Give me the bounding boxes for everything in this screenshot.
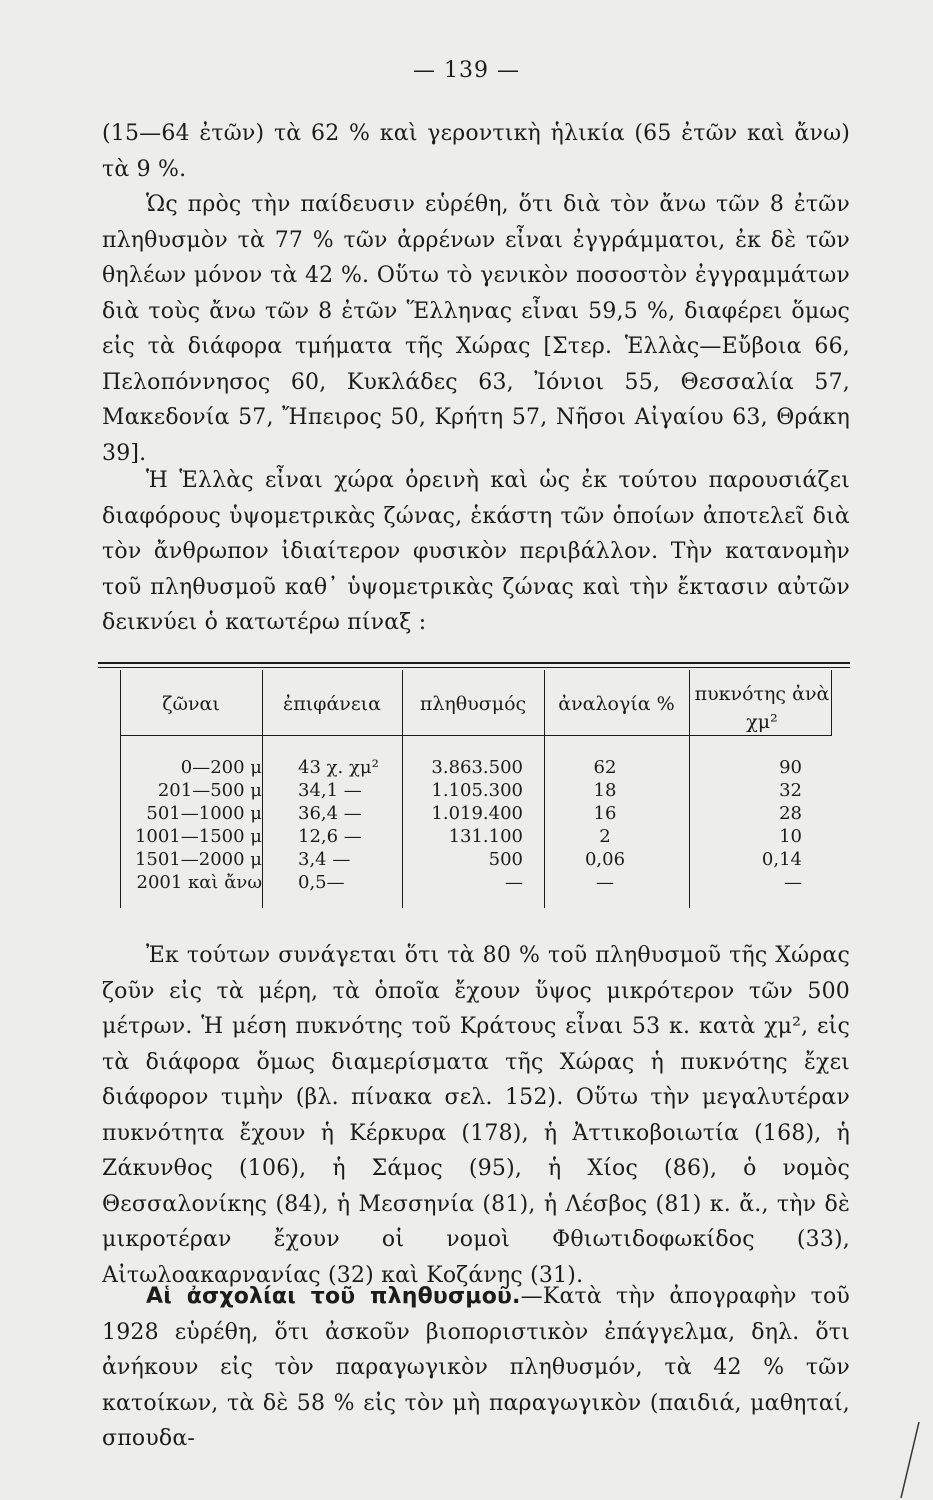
cell-zone: 201—500 μ <box>157 780 262 801</box>
paragraph-1: (15—64 ἐτῶν) τὰ 62 % καὶ γεροντικὴ ἡλικία (65 ἐτῶν καὶ ἄνω) τὰ 9 %. <box>102 121 850 182</box>
cell-population: 1.105.300 <box>431 780 523 801</box>
page-number: — 139 — <box>413 58 520 83</box>
cell-zone: 0—200 μ <box>180 757 262 778</box>
header-area: ἐπιφάνεια <box>283 693 381 715</box>
cell-area: 3,4 — <box>298 849 351 870</box>
cell-area: 36,4 — <box>298 803 362 824</box>
paragraph-5 <box>102 1279 850 1457</box>
cell-area: 43 χ. χμ² <box>298 757 379 778</box>
cell-ratio: 62 <box>593 757 617 778</box>
cell-density: 90 <box>779 757 802 778</box>
table-top-rule-thin <box>98 667 850 668</box>
cell-ratio: 2 <box>599 826 611 847</box>
cell-density: 10 <box>779 826 802 847</box>
cell-area: 0,5— <box>298 872 345 893</box>
cell-population: — <box>505 872 523 893</box>
header-density: πυκνότης ἀνὰ χμ² <box>694 683 830 733</box>
cell-ratio: 0,06 <box>584 849 626 870</box>
cell-ratio: 18 <box>593 780 617 801</box>
cell-density: 32 <box>779 780 802 801</box>
cell-zone: 2001 καὶ ἄνω <box>136 872 262 893</box>
cell-zone: 1001—1500 μ <box>134 826 262 847</box>
paragraph-5-text: —Κατὰ τὴν ἀπογραφὴν τοῦ 1928 εὑρέθη, ὅτι ἀσκοῦν βιοποριστικὸν ἐπάγγελμα, δηλ. ὅτι ἀνήκουν εἰς τὸν παραγωγικὸν πληθυσμόν, τὰ 42 % τῶν κατοίκων, τὰ δὲ 58 % εἰς τὸν μὴ παραγωγικὸν (παιδιά, μαθηταί, σπουδα- <box>102 1284 850 1451</box>
cell-population: 500 <box>488 849 523 870</box>
cell-area: 34,1 — <box>298 780 362 801</box>
cell-density: 28 <box>779 803 802 824</box>
cell-zone: 501—1000 μ <box>146 803 262 824</box>
paragraph-2: Ὡς πρὸς τὴν παίδευσιν εὑρέθη, ὅτι διὰ τὸν ἄνω τῶν 8 ἐτῶν πληθυσμὸν τὰ 77 % τῶν ἀρρένων εἶναι ἐγγράμματοι, ἐκ δὲ τῶν θηλέων μόνον τὰ 42 %. Οὕτω τὸ γενικὸν ποσοστὸν ἐγγραμμάτων διὰ τοὺς ἄνω τῶν 8 ἐτῶν Ἕλληνας εἶναι 59,5 %, διαφέρει ὅμως εἰς τὰ διάφορα τμήματα τῆς Χώρας [Στερ. Ἑλλὰς—Εὔβοια 66, Πελοπόννησος 60, Κυκλάδες 63, Ἰόνιοι 55, Θεσσαλία 57, Μακεδονία 57, Ἤπειρος 50, Κρήτη 57, Νῆσοι Αἰγαίου 63, Θράκη 39]. <box>102 192 850 466</box>
cell-density: 0,14 <box>761 849 802 870</box>
header-ratio: ἀναλογία % <box>558 693 675 715</box>
header-population: πληθυσμός <box>419 693 527 715</box>
table-top-rule <box>98 662 850 664</box>
cell-population: 3.863.500 <box>431 757 523 778</box>
cell-population: 131.100 <box>448 826 523 847</box>
section-heading: Αἱ ἀσχολίαι τοῦ πληθυσμοῦ. <box>146 1284 521 1309</box>
header-zones: ζῶναι <box>162 693 220 715</box>
cell-density: — <box>784 872 802 893</box>
paragraph-3: Ἡ Ἑλλὰς εἶναι χώρα ὀρεινὴ καὶ ὡς ἐκ τούτου παρουσιάζει διαφόρους ὑψομετρικὰς ζώνας, ἑκάστη τῶν ὁποίων ἀποτελεῖ διὰ τὸν ἄνθρωπον ἰδιαίτερον φυσικὸν περιβάλλον. Τὴν κατανομὴν τοῦ πληθυσμοῦ καθ᾽ ὑψομετρικὰς ζώνας καὶ τὴν ἔκτασιν αὐτῶν δεικνύει ὁ κατωτέρω πίναξ : <box>102 468 850 635</box>
pen-mark-decoration <box>895 1420 925 1500</box>
cell-ratio: 16 <box>593 803 617 824</box>
paragraph-4: Ἐκ τούτων συνάγεται ὅτι τὰ 80 % τοῦ πληθυσμοῦ τῆς Χώρας ζοῦν εἰς τὰ μέρη, τὰ ὁποῖα ἔχουν ὕψος μικρότερον τῶν 500 μέτρων. Ἡ μέση πυκνότης τοῦ Κράτους εἶναι 53 κ. κατὰ χμ², εἰς τὰ διάφορα ὅμως διαμερίσματα τῆς Χώρας ἡ πυκνότης ἔχει διάφορον τιμὴν (βλ. πίνακα σελ. 152). Οὕτω τὴν μεγαλυτέραν πυκνότητα ἔχουν ἡ Κέρκυρα (178), ἡ Ἀττικοβοιωτία (168), ἡ Ζάκυνθος (106), ἡ Σάμος (95), ἡ Χίος (86), ὁ νομὸς Θεσσαλονίκης (84), ἡ Μεσσηνία (81), ἡ Λέσβος (81) κ. ἄ., τὴν δὲ μικροτέραν ἔχουν οἱ νομοὶ Φθιωτιδοφωκίδος (33), Αἰτωλοακαρνανίας (32) καὶ Κοζάνης (31). <box>102 943 850 1288</box>
cell-zone: 1501—2000 μ <box>134 849 262 870</box>
cell-population: 1.019.400 <box>431 803 523 824</box>
cell-area: 12,6 — <box>298 826 362 847</box>
cell-ratio: — <box>596 872 614 893</box>
